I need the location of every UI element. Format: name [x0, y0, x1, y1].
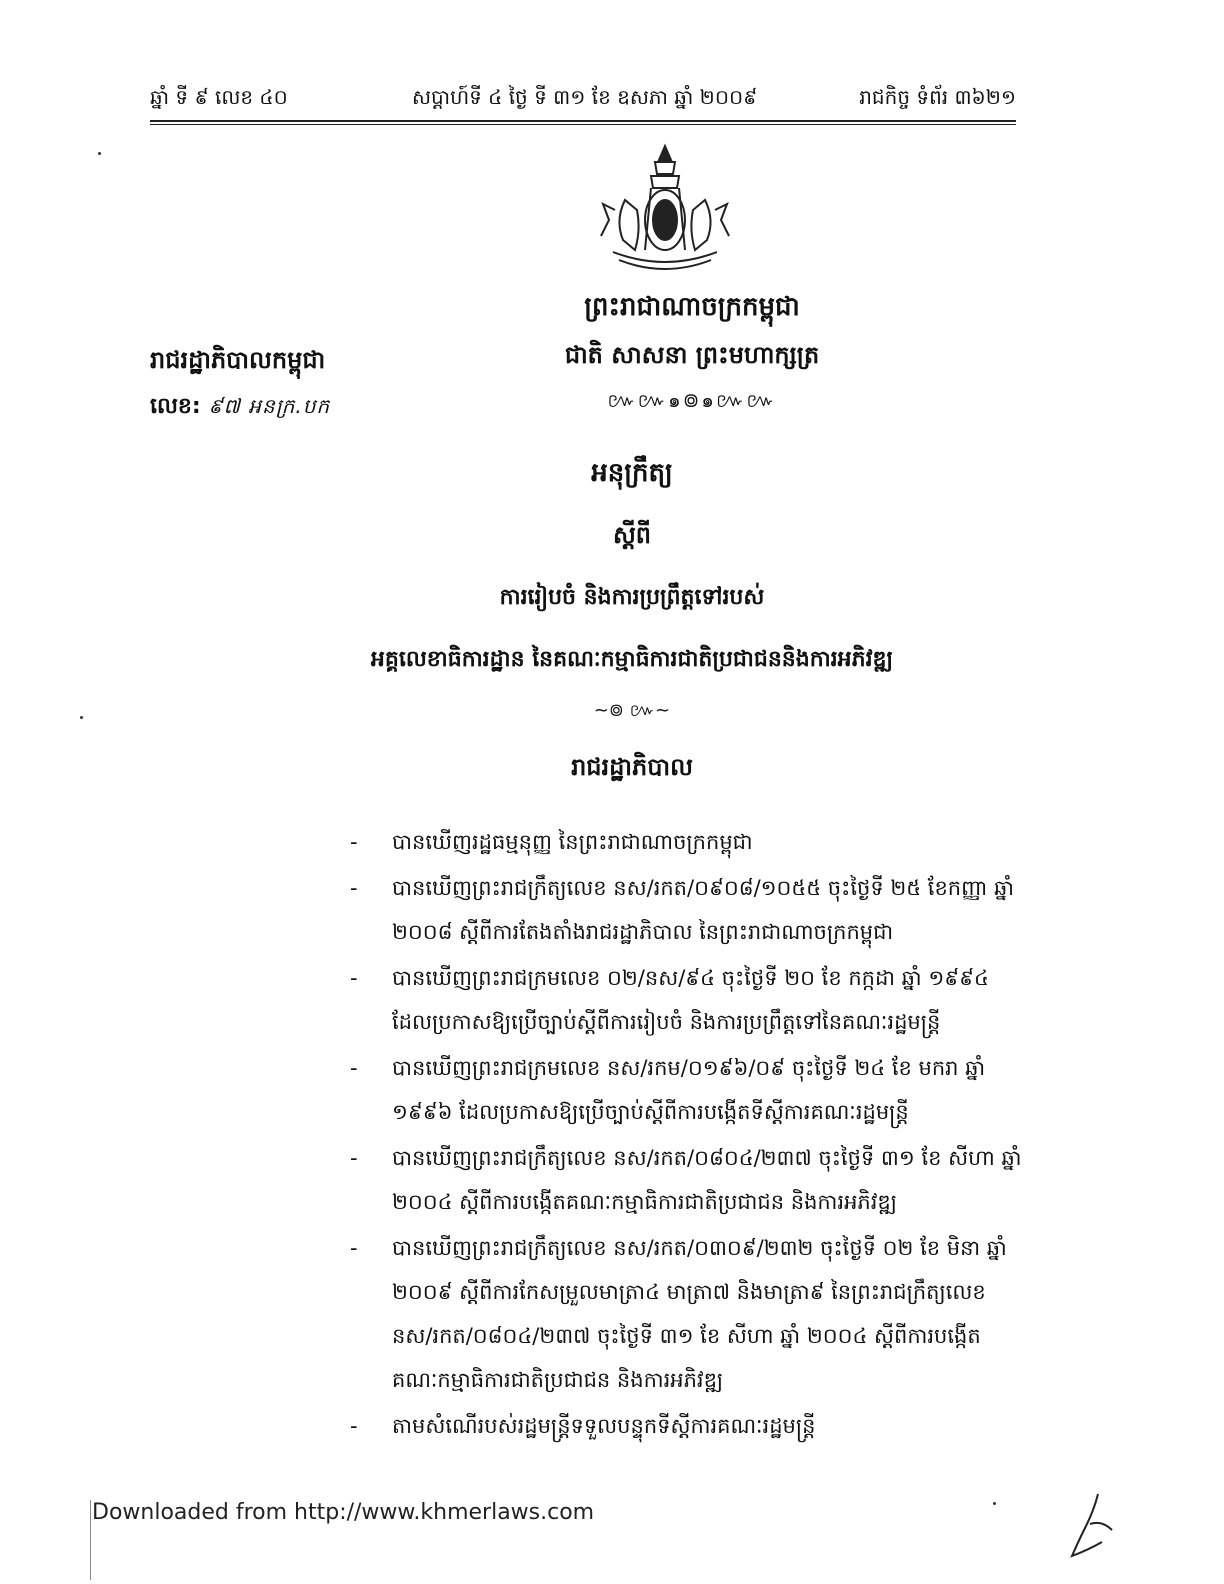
royal-coat-of-arms-icon	[585, 140, 745, 280]
list-dash: -	[350, 1056, 358, 1080]
scan-speck	[993, 1502, 996, 1505]
initials-signature-icon	[1068, 1490, 1118, 1560]
document-number-value: ៩៧ អនក្រ.បក	[208, 394, 331, 418]
scan-speck	[98, 152, 101, 155]
ornament-divider: ៚៚๑៙๑៚៚	[607, 388, 777, 412]
list-dash: -	[350, 1236, 358, 1260]
kingdom-title: ព្រះរាជាណាចក្រកម្ពុជា	[584, 292, 800, 322]
gazette-date: សប្តាហ៍ទី ៤ ថ្ងៃ ទី ៣១ ខែ ឧសភា ឆ្នាំ ២០០៩	[412, 85, 758, 109]
government-name: រាជរដ្ឋាភិបាលកម្ពុជា	[150, 346, 326, 374]
header-rule-thin	[150, 124, 1016, 125]
list-item	[350, 1136, 1032, 1224]
clause-text: បានឃើញព្រះរាជក្រឹត្យលេខ នស/រកត/០៣០៩/២៣២ ចុះថ្ងៃទី ០២ ខែ មិនា ឆ្នាំ ២០០៩ ស្តីពីការកែសម្រួលមាត្រា៤ មាត្រា៧ និងមាត្រា៩ នៃព្រះរាជក្រឹត្យលេខ នស/រកត/០៨០៤/២៣៧ ចុះថ្ងៃទី ៣១ ខែ សីហា ឆ្នាំ ២០០៤ ស្តីពីការបង្កើតគណៈកម្មាធិការជាតិប្រជាជន និងការអភិវឌ្ឍ	[392, 1236, 1007, 1392]
clause-text: បានឃើញរដ្ឋធម្មនុញ្ញ នៃព្រះរាជាណាចក្រកម្ពុជា	[392, 830, 753, 854]
header-rule	[150, 120, 1016, 122]
list-dash: -	[350, 1414, 358, 1438]
ornament-divider-mid: ~៙ ៚~	[593, 700, 671, 721]
clause-text: បានឃើញព្រះរាជក្រឹត្យលេខ នស/រកត/០៩០៨/១០៥៥ ចុះថ្ងៃទី ២៥ ខែកញ្ញា ឆ្នាំ ២០០៨ ស្តីពីការតែងតាំងរាជរដ្ឋាភិបាល នៃព្រះរាជាណាចក្រកម្ពុជា	[392, 876, 1015, 944]
gazette-page: រាជកិច្ច ទំព័រ ៣៦២១	[859, 85, 1016, 109]
list-item	[350, 1046, 1032, 1134]
clause-text: បានឃើញព្រះរាជក្រមលេខ នស/រកម/០១៩៦/០៩ ចុះថ្ងៃទី ២៤ ខែ មករា ឆ្នាំ ១៩៩៦ ដែលប្រកាសឱ្យប្រើច្បាប់ស្តីពីការបង្កើតទីស្តីការគណៈរដ្ឋមន្ត្រី	[392, 1056, 986, 1124]
clause-text: តាមសំណើរបស់រដ្ឋមន្ត្រីទទួលបន្ទុកទីស្តីការគណៈរដ្ឋមន្ត្រី	[392, 1414, 816, 1438]
list-item	[350, 1404, 1032, 1448]
list-item	[350, 820, 1032, 864]
document-number-label: លេខ:	[150, 394, 201, 419]
clause-text: បានឃើញព្រះរាជក្រឹត្យលេខ នស/រកត/០៨០៤/២៣៧ ចុះថ្ងៃទី ៣១ ខែ សីហា ឆ្នាំ ២០០៤ ស្តីពីការបង្កើតគណៈកម្មាធិការជាតិប្រជាជន និងការអភិវឌ្ឍ	[392, 1146, 1022, 1214]
subject-line-2: អគ្គលេខាធិការដ្ឋាន នៃគណៈកម្មាធិការជាតិប្រជាជននិងការអភិវឌ្ឍ	[370, 647, 894, 672]
list-item	[350, 866, 1032, 954]
list-item	[350, 956, 1032, 1044]
list-item	[350, 1226, 1032, 1402]
subject-line-1: ការរៀបចំ និងការប្រព្រឹត្តទៅរបស់	[499, 585, 765, 610]
about-label: ស្តីពី	[612, 521, 652, 549]
national-motto: ជាតិ សាសនា ព្រះមហាក្សត្រ	[564, 341, 820, 369]
download-source-footer: Downloaded from http://www.khmerlaws.com	[92, 1500, 595, 1525]
clause-text: បានឃើញព្រះរាជក្រមលេខ ០២/នស/៩៤ ចុះថ្ងៃទី ២០ ខែ កក្កដា ឆ្នាំ ១៩៩៤ ដែលប្រកាសឱ្យប្រើច្បាប់ស្តីពីការរៀបចំ និងការប្រព្រឹត្តទៅនៃគណៈរដ្ឋមន្ត្រី	[392, 966, 989, 1034]
list-dash: -	[350, 966, 358, 990]
document-type: អនុក្រឹត្យ	[591, 458, 673, 488]
gazette-header	[150, 80, 1016, 114]
scan-speck	[80, 716, 83, 719]
list-dash: -	[350, 876, 358, 900]
list-dash: -	[350, 830, 358, 854]
preamble-clauses	[350, 820, 1050, 1450]
list-dash: -	[350, 1146, 358, 1170]
document-number	[150, 392, 330, 424]
issuer-title: រាជរដ្ឋាភិបាល	[571, 753, 693, 781]
gazette-issue: ឆ្នាំ ទី ៩ លេខ ៤០	[150, 85, 288, 109]
footer-divider	[90, 1500, 91, 1580]
